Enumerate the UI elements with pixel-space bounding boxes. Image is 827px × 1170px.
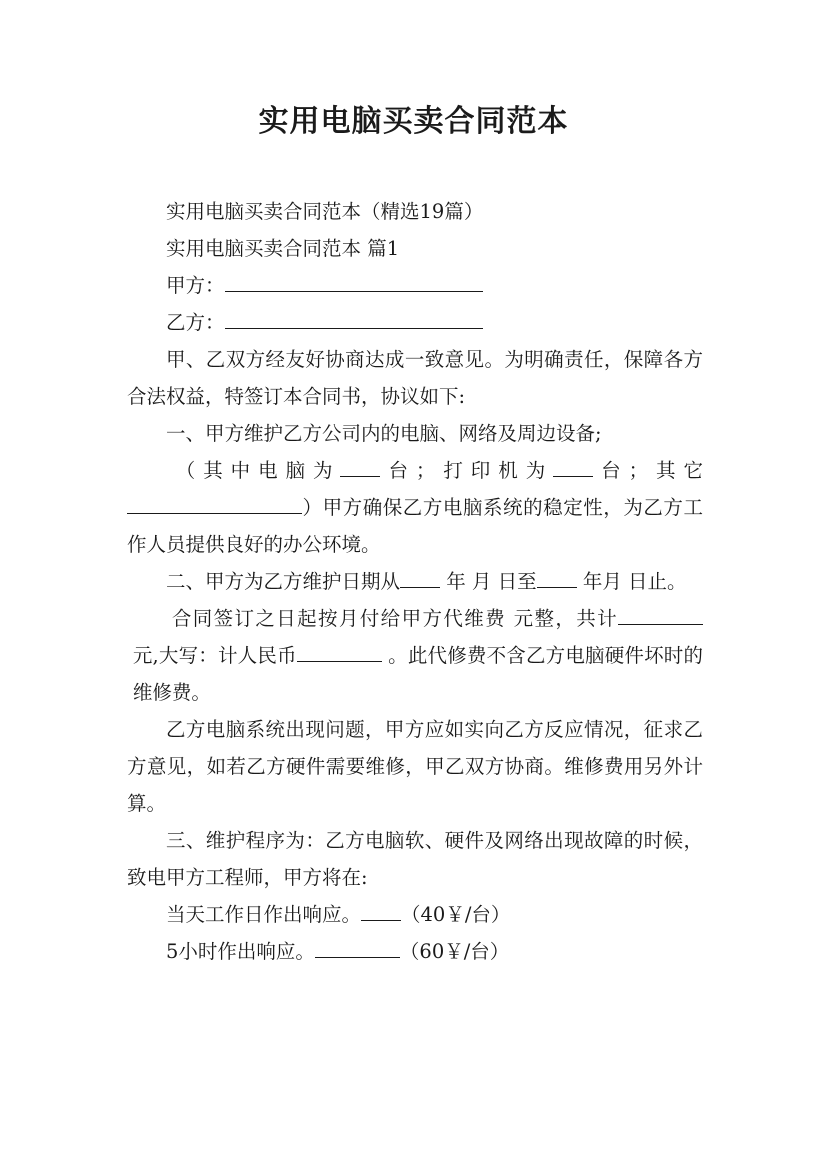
party-b-label: 乙方： <box>166 311 225 334</box>
start-year-blank <box>400 568 440 588</box>
response-sameday-text: 当天工作日作出响应。 <box>166 903 362 926</box>
party-a-blank <box>225 272 483 292</box>
clause-1-detail-b: 台；打印机为 <box>380 459 554 482</box>
response-sameday-blank <box>361 901 401 921</box>
document-title: 实用电脑买卖合同范本 <box>258 104 569 139</box>
document-body <box>127 193 703 970</box>
printer-count-blank <box>553 457 593 477</box>
clause-1-detail-a: （其中电脑为 <box>175 459 341 482</box>
clause-2-a: 二、甲方为乙方维护日期从 <box>166 570 401 593</box>
fee-b: 元,大写：计人民币 <box>132 644 297 667</box>
party-b-line <box>127 304 703 341</box>
response-5h <box>127 933 703 970</box>
response-5h-blank <box>315 938 400 958</box>
clause-1-detail-d: ）甲方确保乙方电脑系统的稳定性，为乙方工作人员提供良好的办公环境。 <box>127 496 703 556</box>
response-sameday <box>127 896 703 933</box>
response-5h-price: （60￥/台） <box>399 940 510 963</box>
fee-paragraph <box>127 600 703 711</box>
section-heading: 实用电脑买卖合同范本 篇1 <box>166 237 400 260</box>
party-a-line <box>127 267 703 304</box>
clause-2-c: 年月 日止。 <box>582 570 687 593</box>
clause-1: 一、甲方维护乙方公司内的电脑、网络及周边设备; <box>166 422 602 445</box>
intro-paragraph: 甲、乙双方经友好协商达成一致意见。为明确责任，保障各方合法权益，特签订本合同书，协议如下: <box>127 348 703 408</box>
fee-capital-blank <box>297 642 382 662</box>
party-b-blank <box>225 309 483 329</box>
subtitle: 实用电脑买卖合同范本（精选19篇） <box>166 200 484 223</box>
issue-paragraph: 乙方电脑系统出现问题，甲方应如实向乙方反应情况，征求乙方意见，如若乙方硬件需要维修，甲乙双方协商。维修费用另外计算。 <box>127 718 703 815</box>
clause-2 <box>127 563 703 600</box>
clause-1-detail-c: 台；其它 <box>593 459 703 482</box>
computer-count-blank <box>340 457 380 477</box>
end-year-blank <box>537 568 577 588</box>
total-fee-blank <box>618 605 703 625</box>
response-5h-text: 5小时作出响应。 <box>166 940 315 963</box>
response-sameday-price: （40￥/台） <box>401 903 511 926</box>
fee-a: 合同签订之日起按月付给甲方代维费 元整，共计 <box>171 607 618 630</box>
clause-1-detail-line2 <box>127 489 703 563</box>
other-device-blank <box>127 494 302 514</box>
clause-1-detail-line1 <box>127 452 703 489</box>
fee-c: 。此代修费不含乙方电脑硬件坏时的维修费。 <box>132 644 703 704</box>
clause-3: 三、维护程序为：乙方电脑软、硬件及网络出现故障的时候，致电甲方工程师，甲方将在: <box>127 829 703 889</box>
clause-2-b: 年 月 日至 <box>446 570 537 593</box>
party-a-label: 甲方： <box>166 274 225 297</box>
